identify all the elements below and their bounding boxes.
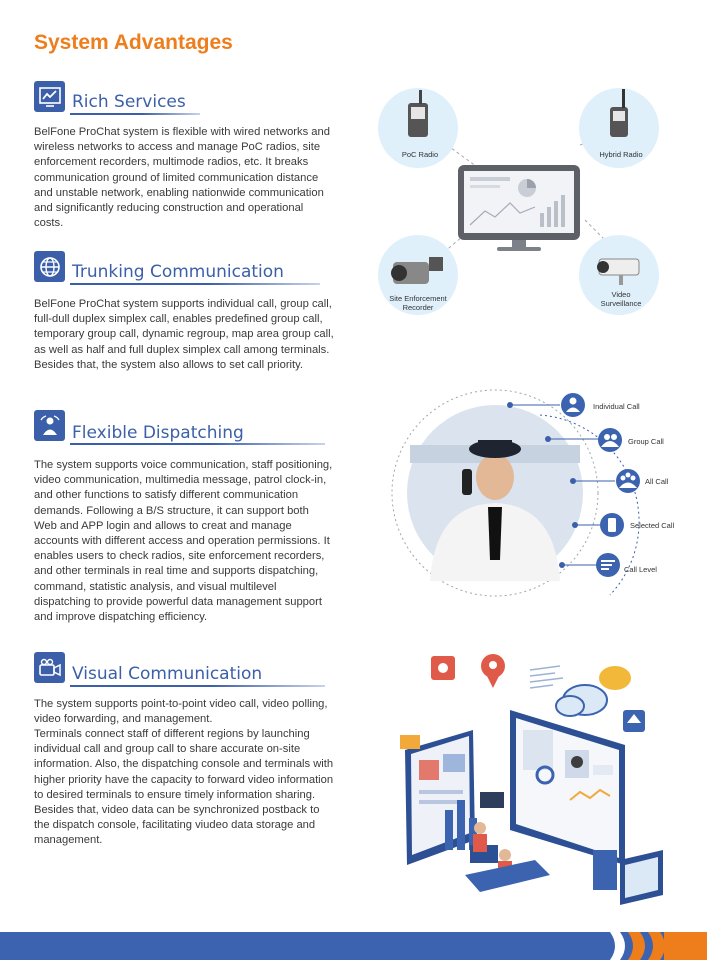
envelope-icon bbox=[400, 735, 420, 749]
surveillance-label: Video Surveillance bbox=[600, 290, 642, 308]
call-type-label: Selected Call bbox=[630, 521, 675, 530]
chart-line-icon bbox=[34, 81, 65, 112]
section-title-visual-communication: Visual Communication bbox=[72, 664, 263, 684]
call-type-label: All Call bbox=[645, 477, 669, 486]
recorder-label: Site Enforcement Recorder bbox=[389, 294, 447, 312]
globe-icon bbox=[34, 251, 65, 282]
call-type-label: Individual Call bbox=[593, 402, 640, 411]
group-call-icon bbox=[598, 428, 622, 452]
individual-call-icon bbox=[561, 393, 585, 417]
connector-dot bbox=[572, 522, 578, 528]
section-text: The system supports point-to-point video call, video polling, video forwarding, and management. bbox=[34, 698, 328, 726]
section-underline bbox=[70, 283, 320, 285]
footer-stripes bbox=[600, 932, 707, 960]
section-text: BelFone ProChat system is flexible with wired networks and wireless networks to access and manage PoC radios, site enforcement recorders, multimode radios, etc. It breaks communication ground of limited communication distance and unstable network, enabling nationwide communication and significantly reducing construction and operational costs. bbox=[34, 126, 330, 230]
connector-dot bbox=[507, 402, 513, 408]
section-underline bbox=[70, 113, 200, 115]
chat-bubble-icon bbox=[599, 666, 631, 690]
section-title-rich-services: Rich Services bbox=[72, 92, 186, 112]
section-underline bbox=[70, 443, 325, 445]
poc-radio-label: PoC Radio bbox=[401, 150, 439, 159]
page-title: System Advantages bbox=[34, 31, 233, 54]
section-text: Terminals connect staff of different regions by launching individual call and group call to share accurate on-site information. Also, the dispatching console and terminals with higher priority have the capacity to forward video information to desired terminals to ensure timely information sharing. Besides that, video data can be synchronized postback to the dispatch console, facilitating viudeo data storage and management. bbox=[34, 728, 334, 847]
video-camera-icon bbox=[34, 652, 65, 683]
connector-dot bbox=[545, 436, 551, 442]
call-type-label: Group Call bbox=[628, 437, 664, 446]
network-diagram bbox=[375, 85, 675, 325]
main-dashboard-screen bbox=[510, 710, 625, 865]
dispatcher-icon bbox=[34, 410, 65, 441]
server-icon bbox=[593, 850, 617, 890]
connector-dot bbox=[570, 478, 576, 484]
section-text: The system supports voice communication, staff positioning, video communication, multimedia message, patrol clock-in, and other functions to satisfy different communication demands. Following a B/S structure, it can support both Web and APP login and allows to creat and manage accounts with different access and operation permissions. It enables users to check radios, site enforcement recorders, and other terminals in real time and supports dispatching, command, statistic analysis, and visual multilevel dispatching to provide powerful data management support and improve dispatching efficiency. bbox=[34, 459, 333, 624]
connector-dot bbox=[559, 562, 565, 568]
section-text: BelFone ProChat system supports individual call, group call, full-dull duplex simplex call, enables predefined group call, temporary group call, dynamic regroup, map area group call, as well as half and full duplex simplex call among terminals. Besides that, the system also allows to set call priority. bbox=[34, 298, 334, 371]
section-title-flexible-dispatching: Flexible Dispatching bbox=[72, 423, 244, 443]
router-icon bbox=[480, 792, 504, 808]
hybrid-radio-label: Hybrid Radio bbox=[599, 150, 643, 159]
section-title-trunking: Trunking Communication bbox=[72, 262, 284, 282]
visual-communication-illustration bbox=[385, 640, 685, 925]
dispatch-diagram bbox=[380, 385, 690, 620]
call-type-label: Call Level bbox=[624, 565, 657, 574]
central-monitor bbox=[458, 165, 580, 251]
cloud-icon bbox=[556, 685, 607, 716]
iot-device bbox=[620, 850, 663, 905]
section-underline bbox=[70, 685, 325, 687]
